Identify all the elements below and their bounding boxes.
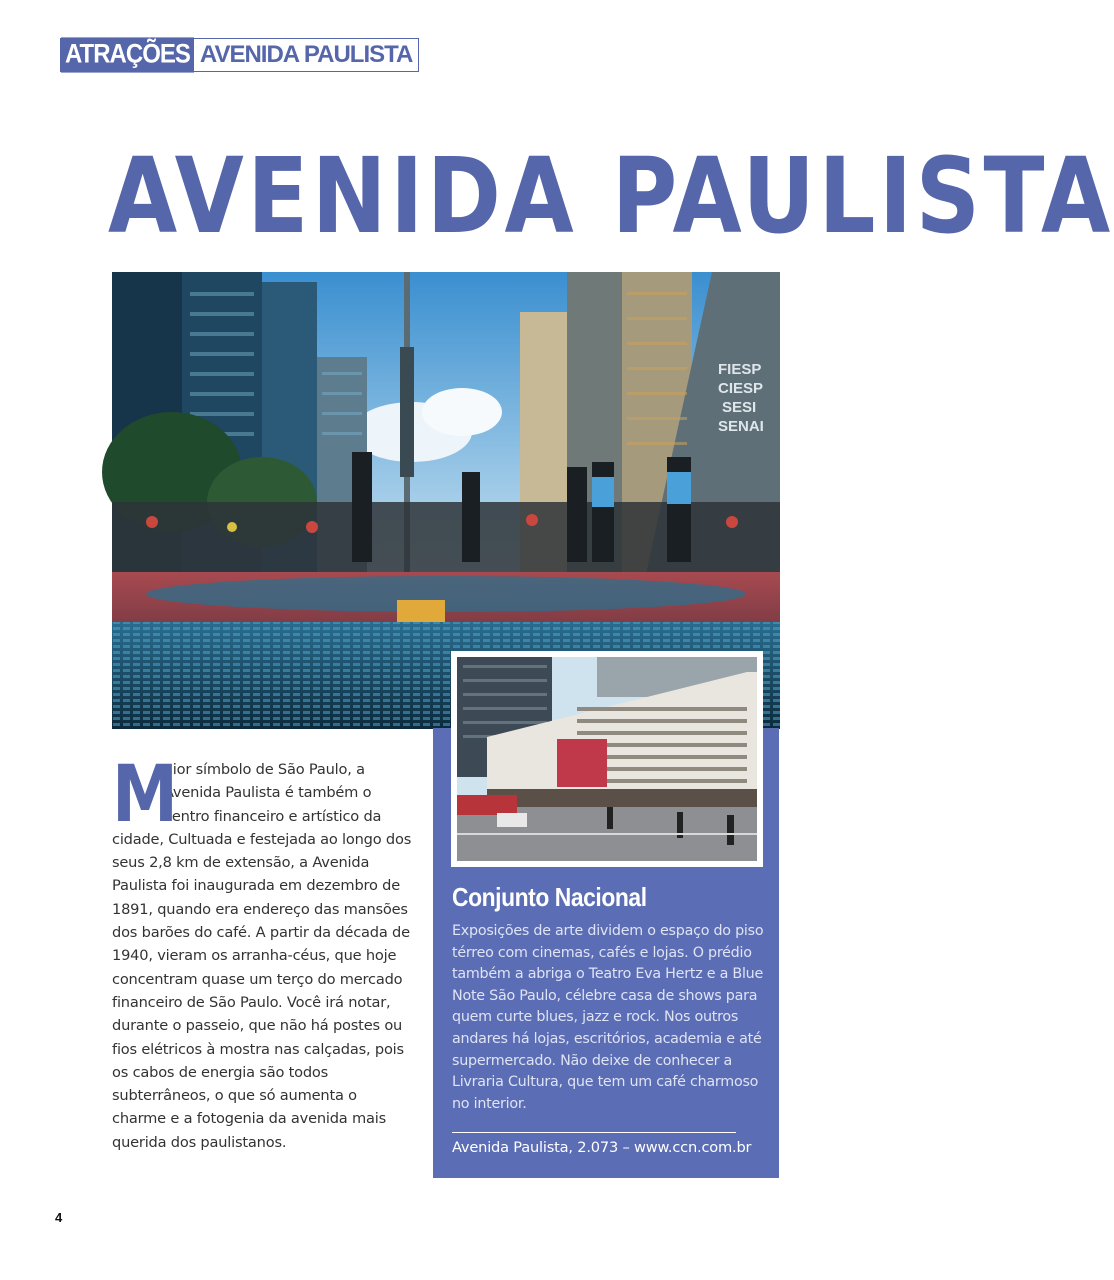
subsection-label: AVENIDA PAULISTA bbox=[194, 39, 418, 71]
section-tag bbox=[60, 38, 419, 72]
article-text: aior símbolo de São Paulo, a Avenida Paulista é também o centro financeiro e artístico da cidade, Cultuada e festejada ao longo dos seus 2,8 km de extensão, a Avenida Paulista foi inaugurada em dezembro de 1891, quando era endereço das mansões dos barões do café. A partir da década de 1940, vieram os arranha-céus, que hoje concentram quase um terço do mercado financeiro de São Paulo. Você irá notar, durante o passeio, que não há postes ou fios elétricos à mostra nas calçadas, pois os cabos de energia são todos subterrâneos, o que só aumenta o charme e a fotogenia da avenida mais querida dos paulistanos. bbox=[112, 761, 412, 1151]
sign-sesi: SESI bbox=[722, 399, 757, 416]
page-title: AVENIDA PAULISTA bbox=[108, 135, 1114, 257]
sign-ciesp: CIESP bbox=[718, 380, 764, 397]
infobox-address: Avenida Paulista, 2.073 – www.ccn.com.br bbox=[452, 1139, 752, 1156]
infobox-text: Exposições de arte dividem o espaço do piso térreo com cinemas, cafés e lojas. O prédio também a abriga o Teatro Eva Hertz e a Blue Note São Paulo, célebre casa de shows para quem curte blues, jazz e rock. Nos outros andares há lojas, escritórios, academia e até supermercado. Não deixe de conhecer a Livraria Cultura, que tem um café charmoso no interior. bbox=[452, 923, 764, 1112]
infobox-title: Conjunto Nacional bbox=[452, 882, 647, 912]
sign-senai: SENAI bbox=[718, 418, 764, 435]
infobox-photo bbox=[451, 651, 763, 867]
section-label: ATRAÇÕES bbox=[61, 37, 194, 72]
infobox-divider bbox=[452, 1132, 736, 1133]
building-illustration bbox=[457, 657, 757, 861]
article-body bbox=[112, 750, 412, 1154]
page-number: 4 bbox=[55, 1210, 63, 1225]
sign-fiesp: FIESP bbox=[718, 361, 762, 378]
dropcap: M bbox=[112, 750, 178, 840]
